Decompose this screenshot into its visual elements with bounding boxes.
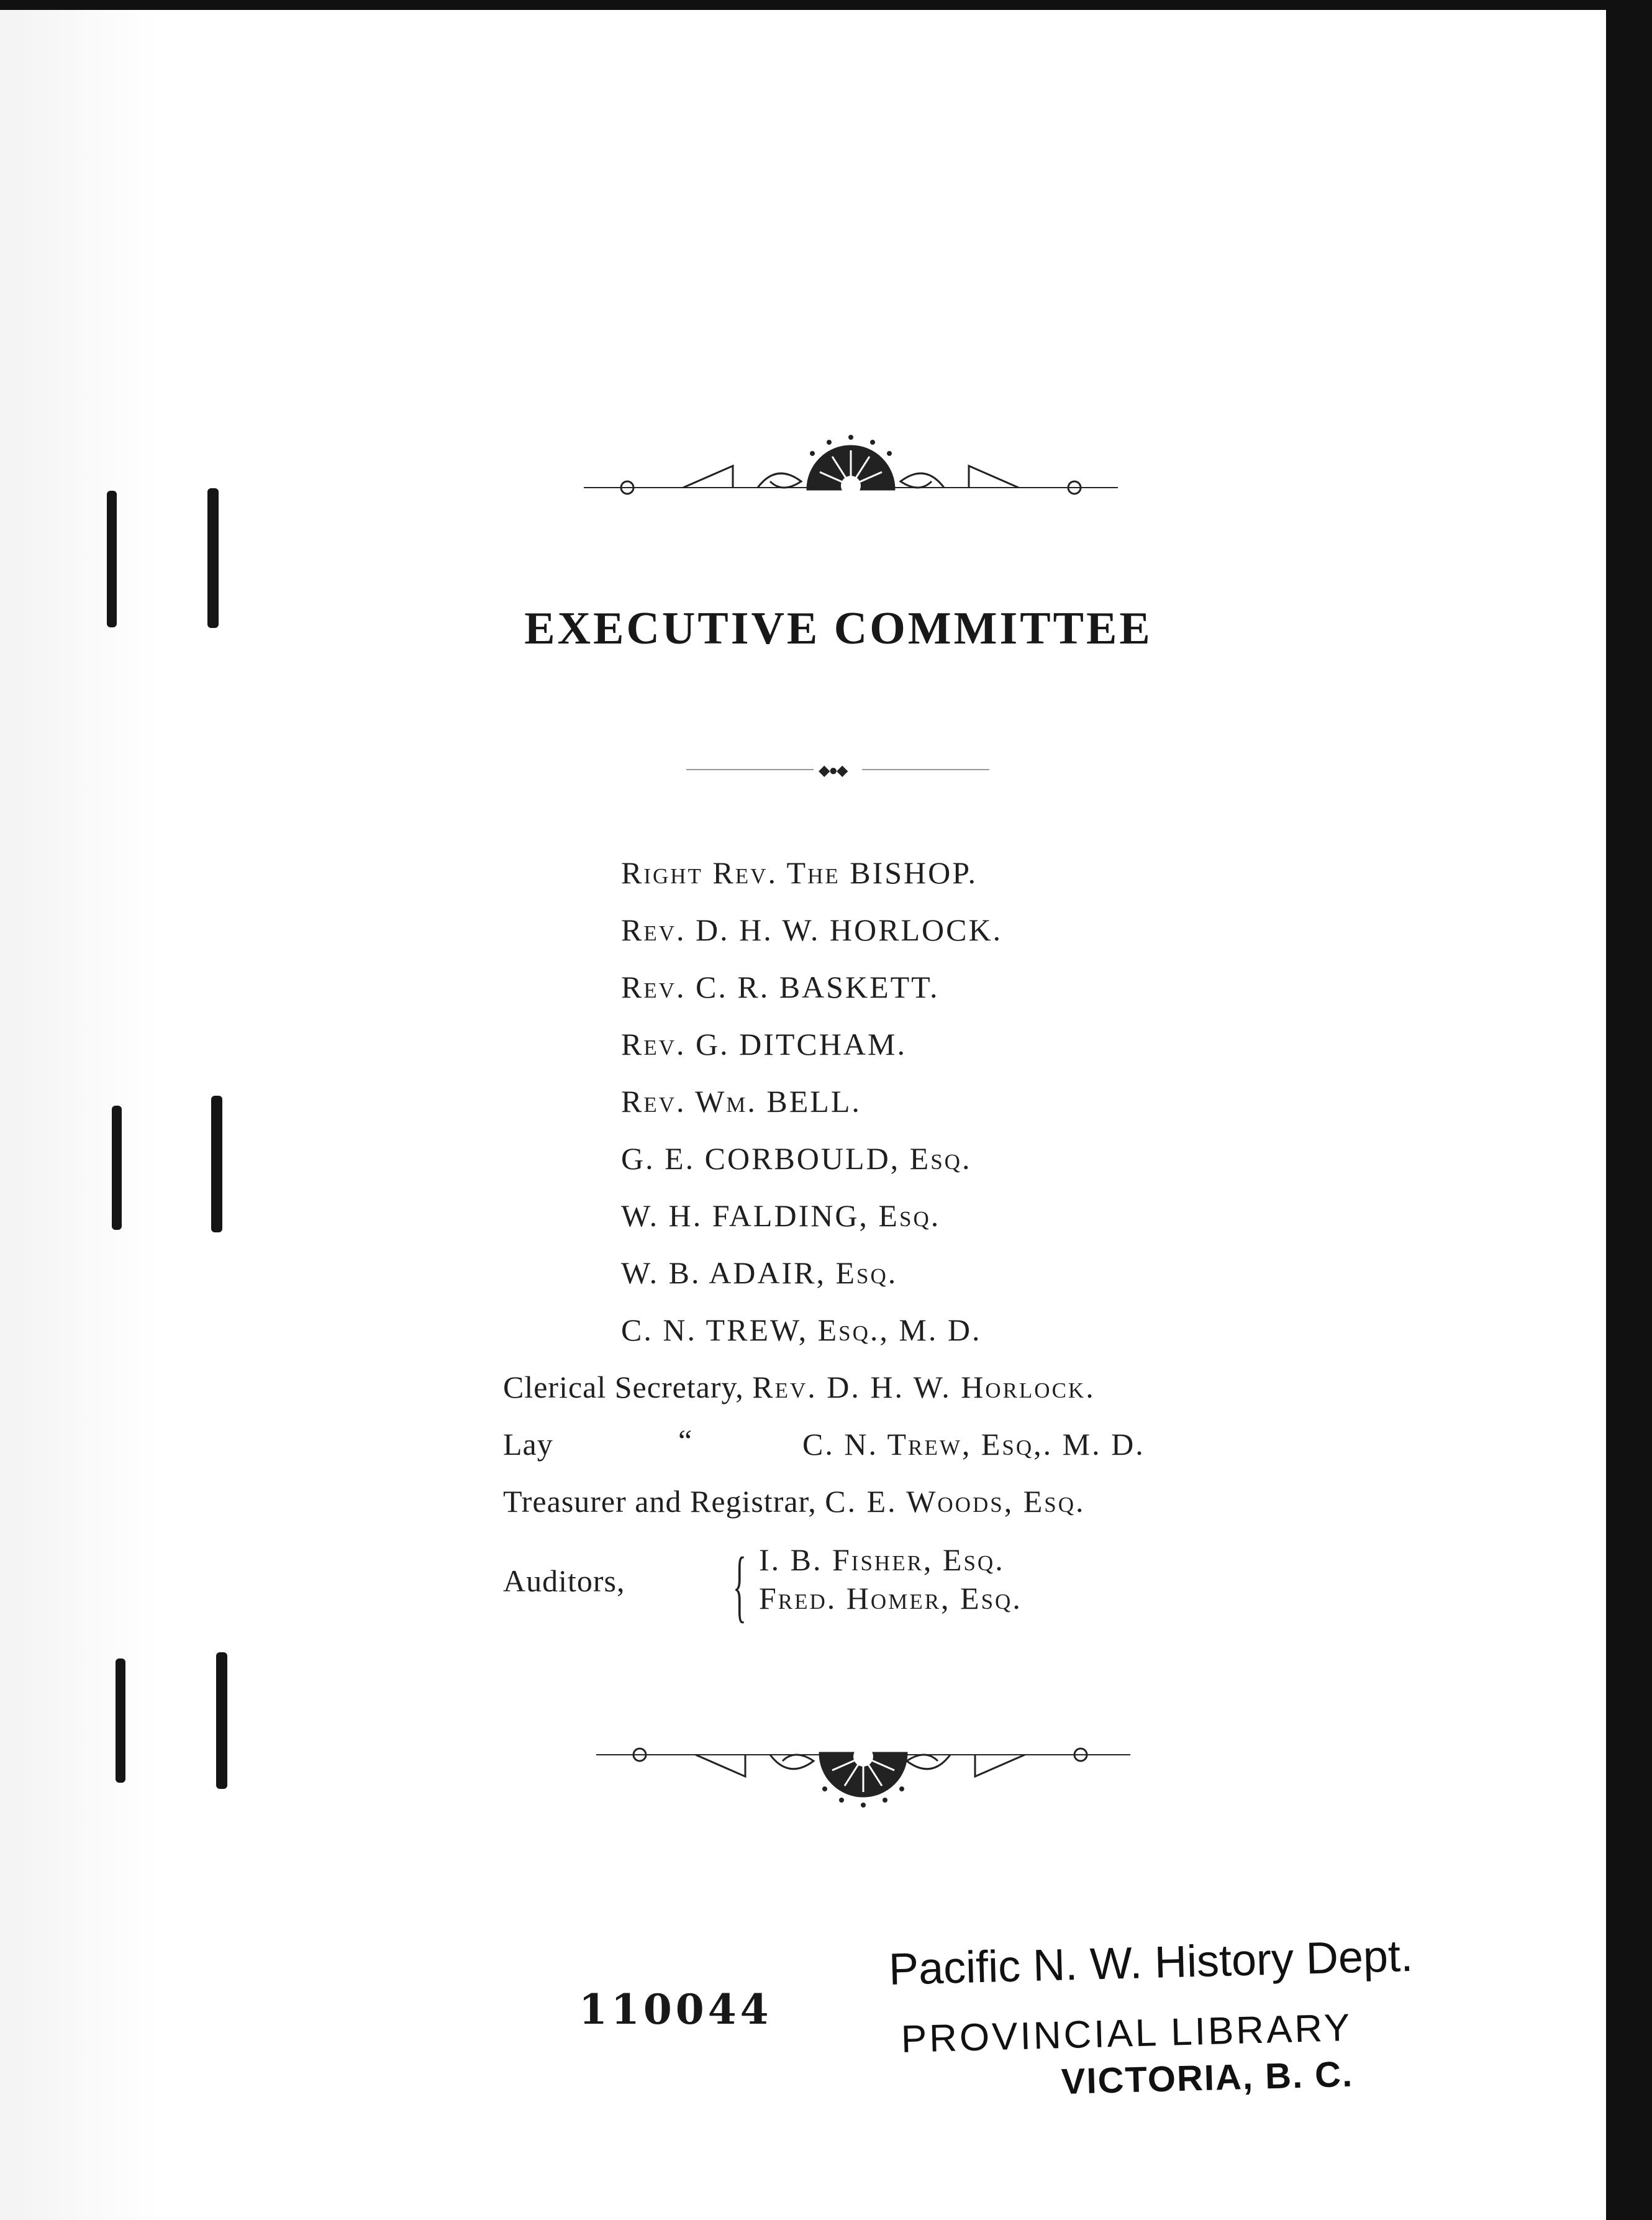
member-name: C. N. TREW, Esq., M. D. [621, 1312, 982, 1347]
treasurer-name: C. E. Woods, Esq. [825, 1484, 1086, 1519]
stamp-line-department: Pacific N. W. History Dept. [888, 1931, 1414, 1995]
binding-stitch [207, 488, 219, 628]
auditor-name: Fred. Homer, Esq. [759, 1581, 1022, 1616]
treasurer-row [503, 1483, 1086, 1519]
member-name: Rev. G. DITCHAM. [621, 1027, 907, 1062]
member-name: Right Rev. The BISHOP. [621, 855, 978, 890]
stamp-line-library: PROVINCIAL LIBRARY [901, 2006, 1353, 2061]
auditors-label: Auditors, [503, 1563, 625, 1598]
member-name: W. B. ADAIR, Esq. [621, 1255, 898, 1290]
member-name: Rev. D. H. W. HORLOCK. [621, 912, 1003, 947]
lay-secretary-row [503, 1426, 553, 1462]
binding-stitch [216, 1652, 227, 1789]
binding-stitch [112, 1106, 122, 1230]
top-ornament [578, 429, 1124, 516]
clerical-secretary-name: Rev. D. H. W. Horlock. [752, 1370, 1096, 1404]
binding-stitch [211, 1096, 222, 1232]
divider-dots: ◆●◆ [819, 763, 847, 779]
page-title: EXECUTIVE COMMITTEE [524, 603, 1153, 654]
divider-right [862, 769, 989, 770]
treasurer-label: Treasurer and Registrar, [503, 1484, 817, 1519]
lay-secretary-ditto: “ [678, 1423, 693, 1458]
member-name: Rev. Wm. BELL. [621, 1084, 861, 1119]
accession-number: 110044 [579, 1985, 773, 2034]
lay-secretary-name: C. N. Trew, Esq,. M. D. [802, 1427, 1145, 1462]
member-name: W. H. FALDING, Esq. [621, 1198, 941, 1233]
stamp-line-city: VICTORIA, B. C. [1061, 2054, 1354, 2102]
binding-stitch [107, 491, 117, 627]
divider-left [686, 769, 814, 770]
member-name: Rev. C. R. BASKETT. [621, 970, 940, 1004]
clerical-secretary-label: Clerical Secretary, [503, 1370, 744, 1404]
lay-secretary-label: Lay [503, 1427, 553, 1462]
member-name: G. E. CORBOULD, Esq. [621, 1141, 972, 1176]
page-gutter [0, 0, 161, 2220]
bottom-ornament [590, 1727, 1137, 1814]
scan-border-top [0, 0, 1652, 10]
clerical-secretary-row [503, 1369, 1096, 1405]
auditors-brace: { [733, 1541, 747, 1631]
auditor-name: I. B. Fisher, Esq. [759, 1542, 1005, 1577]
scan-border-right [1606, 0, 1652, 2220]
binding-stitch [116, 1658, 125, 1783]
